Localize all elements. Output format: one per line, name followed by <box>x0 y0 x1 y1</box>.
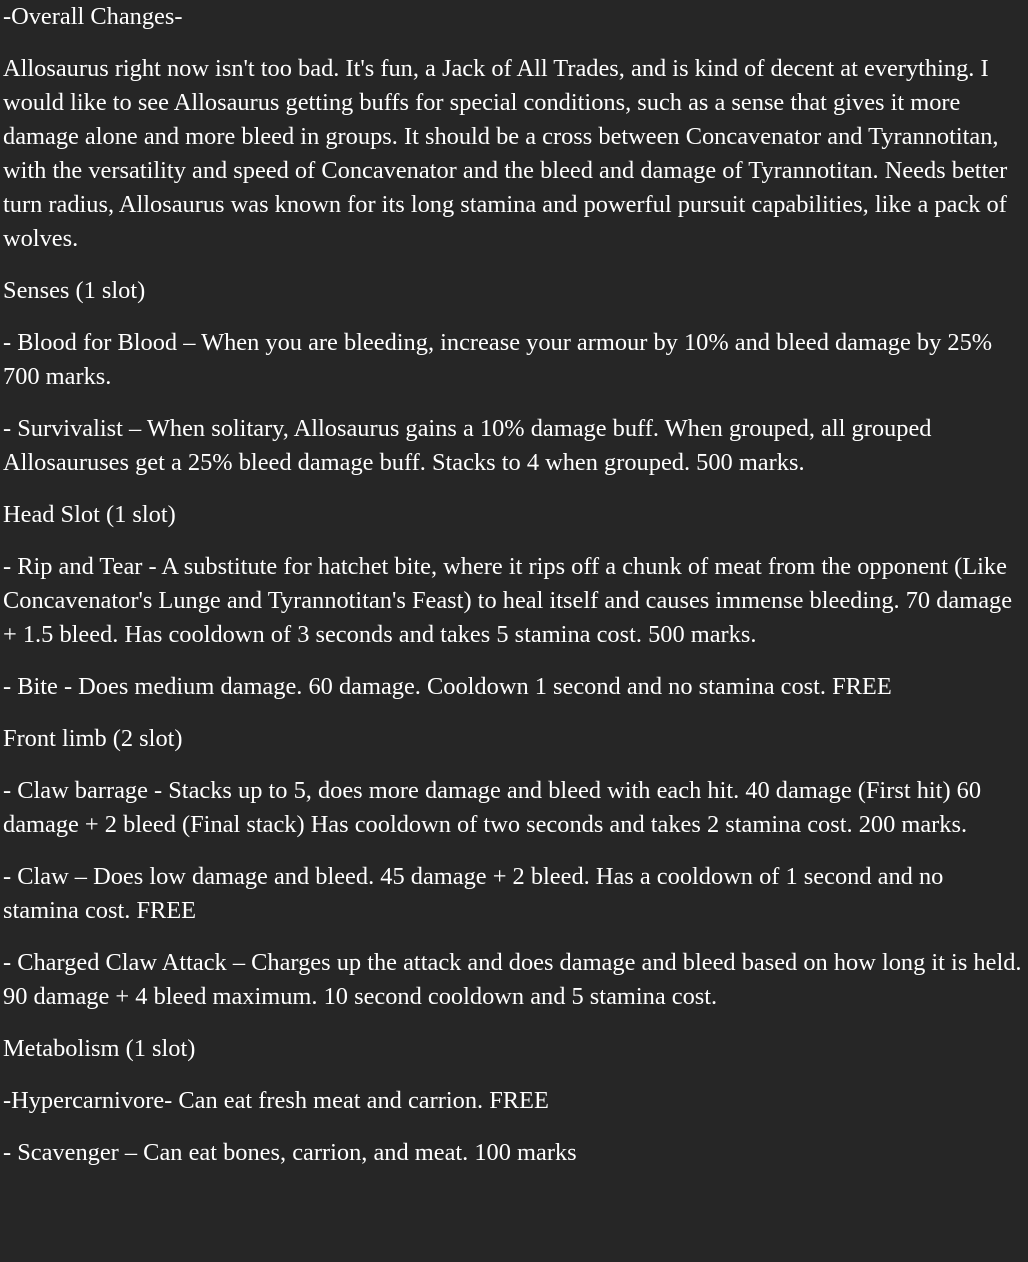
blood-for-blood-item: - Blood for Blood – When you are bleeding, increase your armour by 10% and bleed damage by 25% 700 marks. <box>3 329 993 390</box>
metabolism-heading: Metabolism (1 slot) <box>3 1035 196 1062</box>
overview-paragraph: Allosaurus right now isn't too bad. It's fun, a Jack of All Trades, and is kind of decent at everything. I would like to see Allosaurus getting buffs for special conditions, such as a sense that gives it more damage alone and more bleed in groups. It should be a cross between Concavenator and Tyrannotitan, with the versatility and speed of Concavenator and the bleed and damage of Tyrannotitan. Needs better turn radius, Allosaurus was known for its long stamina and powerful pursuit capabilities, like a pack of wolves. <box>3 55 1008 252</box>
head-slot-heading: Head Slot (1 slot) <box>3 501 176 528</box>
document-title: -Overall Changes- <box>3 3 183 30</box>
survivalist-item: - Survivalist – When solitary, Allosaurus gains a 10% damage buff. When grouped, all grouped Allosauruses get a 25% bleed damage buff. Stacks to 4 when grouped. 500 marks. <box>3 415 932 476</box>
claw-item: - Claw – Does low damage and bleed. 45 damage + 2 bleed. Has a cooldown of 1 second and no stamina cost. FREE <box>3 863 944 924</box>
bite-item: - Bite - Does medium damage. 60 damage. Cooldown 1 second and no stamina cost. FREE <box>3 673 892 700</box>
claw-barrage-item: - Claw barrage - Stacks up to 5, does more damage and bleed with each hit. 40 damage (First hit) 60 damage + 2 bleed (Final stack) Has cooldown of two seconds and takes 2 stamina cost. 200 marks. <box>3 777 982 838</box>
hypercarnivore-item: -Hypercarnivore- Can eat fresh meat and carrion. FREE <box>3 1087 549 1114</box>
scavenger-item: - Scavenger – Can eat bones, carrion, and meat. 100 marks <box>3 1139 577 1166</box>
senses-heading: Senses (1 slot) <box>3 277 146 304</box>
rip-and-tear-item: - Rip and Tear - A substitute for hatchet bite, where it rips off a chunk of meat from the opponent (Like Concavenator's Lunge and Tyrannotitan's Feast) to heal itself and causes immense bleeding. 70 damage + 1.5 bleed. Has cooldown of 3 seconds and takes 5 stamina cost. 500 marks. <box>3 553 1013 648</box>
front-limb-heading: Front limb (2 slot) <box>3 725 183 752</box>
charged-claw-attack-item: - Charged Claw Attack – Charges up the attack and does damage and bleed based on how long it is held. 90 damage + 4 bleed maximum. 10 second cooldown and 5 stamina cost. <box>3 949 1022 1010</box>
